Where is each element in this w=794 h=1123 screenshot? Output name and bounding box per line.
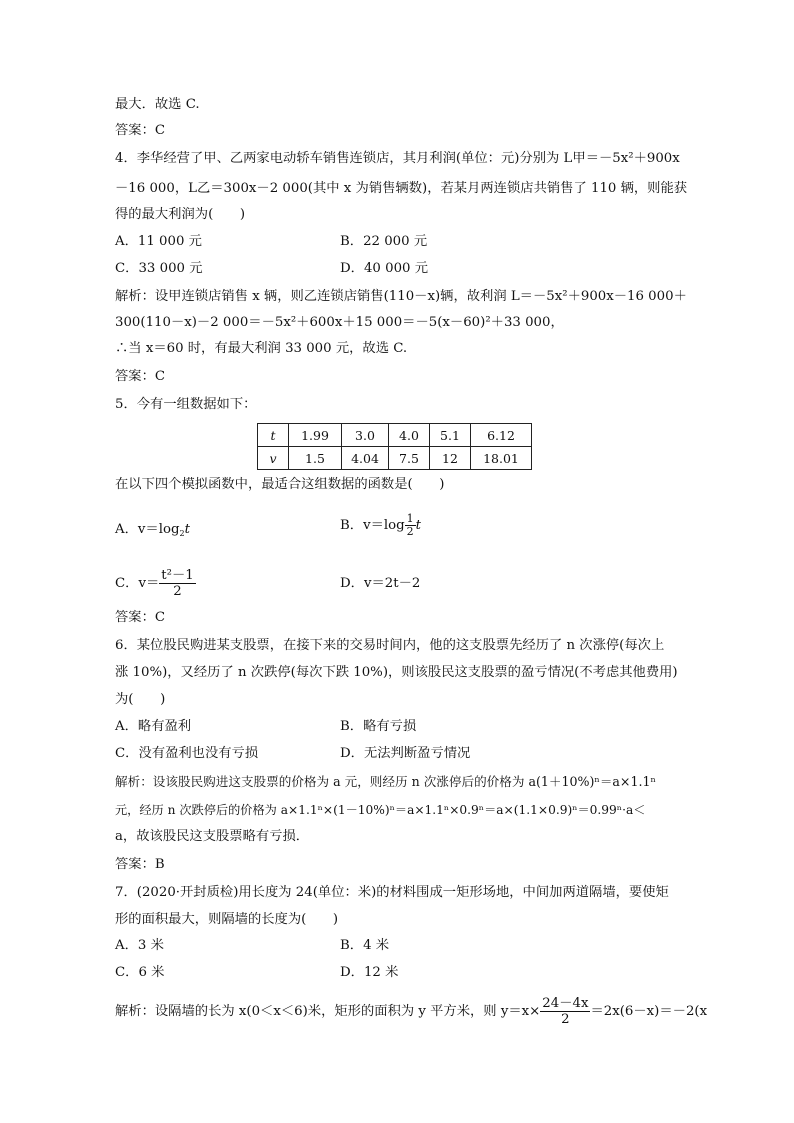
table-row bbox=[258, 447, 532, 470]
table-cell: 3.0 bbox=[342, 424, 389, 447]
solution-line: 300(110－x)－2 000＝－5x²＋600x＋15 000＝－5(x－60)²＋33 000， bbox=[115, 315, 564, 330]
table-cell: 6.12 bbox=[471, 424, 532, 447]
option-b: B．v＝log $\frac{1}{2}$ t bbox=[340, 512, 421, 538]
table-cell: 4.04 bbox=[342, 447, 389, 470]
option-c: C．6 米 bbox=[115, 965, 165, 980]
option-c: C．33 000 元 bbox=[115, 261, 203, 276]
option-c: C．没有盈利也没有亏损 bbox=[115, 746, 259, 761]
table-cell: 5.1 bbox=[430, 424, 471, 447]
table-cell: 4.0 bbox=[389, 424, 430, 447]
answer-line: 答案：C bbox=[115, 123, 166, 138]
option-b: B．4 米 bbox=[340, 938, 390, 953]
solution-line: 解析：设甲连锁店销售 x 辆，则乙连锁店销售(110－x)辆，故利润 L＝－5x²＋900x－16 000＋ bbox=[115, 289, 687, 304]
answer-line: 答案：C bbox=[115, 369, 166, 384]
solution-line: 元，经历 n 次跌停后的价格为 a×1.1ⁿ×(1－10%)ⁿ＝a×1.1ⁿ×0.9ⁿ＝a×(1.1×0.9)ⁿ＝0.99ⁿ·a＜ bbox=[115, 803, 646, 817]
question-7-line: 7．(2020·开封质检)用长度为 24(单位：米)的材料围成一矩形场地，中间加两道隔墙，要使矩 bbox=[115, 885, 669, 900]
solution-line: ∴当 x＝60 时，有最大利润 33 000 元，故选 C. bbox=[115, 341, 408, 356]
solution-line: a，故该股民这支股票略有亏损． bbox=[115, 829, 310, 844]
question-6-line: 涨 10%)，又经历了 n 次跌停(每次下跌 10%)，则该股民这支股票的盈亏情况(不考虑其他费用) bbox=[115, 665, 678, 680]
table-row bbox=[258, 424, 532, 447]
table-cell: t bbox=[258, 424, 289, 447]
option-b: B．22 000 元 bbox=[340, 234, 428, 249]
question-4-line: －16 000，L乙＝300x－2 000(其中 x 为销售辆数)，若某月两连锁店共销售了 110 辆，则能获 bbox=[115, 181, 688, 196]
question-5-line: 5．今有一组数据如下： bbox=[115, 397, 257, 412]
question-6-line: 为( ) bbox=[115, 692, 166, 707]
option-a: A．$v=\log_2t$ bbox=[115, 522, 190, 538]
option-a: A．3 米 bbox=[115, 938, 164, 953]
answer-line: 答案：C bbox=[115, 610, 166, 625]
data-table bbox=[257, 423, 532, 470]
question-6-line: 6．某位股民购进某支股票，在接下来的交易时间内，他的这支股票先经历了 n 次涨停(每次上 bbox=[115, 638, 665, 653]
table-cell: 1.99 bbox=[289, 424, 342, 447]
option-b: B．略有亏损 bbox=[340, 719, 417, 734]
option-d: D．v＝2t－2 bbox=[340, 576, 421, 591]
text-line: 最大．故选 C. bbox=[115, 97, 200, 112]
option-d: D．无法判断盈亏情况 bbox=[340, 746, 471, 761]
table-cell: 1.5 bbox=[289, 447, 342, 470]
question-4-line: 4．李华经营了甲、乙两家电动轿车销售连锁店，其月利润(单位：元)分别为 L甲＝－5x²＋900x bbox=[115, 151, 680, 166]
question-7-line: 形的面积最大，则隔墙的长度为( ) bbox=[115, 912, 339, 927]
table-cell: 18.01 bbox=[471, 447, 532, 470]
option-a: A．略有盈利 bbox=[115, 719, 192, 734]
solution-line: 解析：设隔墙的长为 x(0＜x＜6)米，矩形的面积为 y 平方米，则 y＝x× $\frac{24-4x}{2}$ ＝2x(6－x)＝－2(x bbox=[115, 996, 708, 1027]
table-cell: 7.5 bbox=[389, 447, 430, 470]
answer-line: 答案：B bbox=[115, 857, 165, 872]
question-5-line: 在以下四个模拟函数中，最适合这组数据的函数是( ) bbox=[115, 477, 445, 492]
solution-line: 解析：设该股民购进这支股票的价格为 a 元，则经历 n 次涨停后的价格为 a(1＋10%)ⁿ＝a×1.1ⁿ bbox=[115, 774, 656, 789]
option-d: D．40 000 元 bbox=[340, 261, 429, 276]
option-c: C．v＝ $\frac{\text{t²－1}}{2}$ bbox=[115, 568, 194, 599]
table-cell: v bbox=[258, 447, 289, 470]
table-cell: 12 bbox=[430, 447, 471, 470]
question-4-line: 得的最大利润为( ) bbox=[115, 207, 246, 222]
option-a: A．11 000 元 bbox=[115, 234, 202, 249]
option-d: D．12 米 bbox=[340, 965, 399, 980]
